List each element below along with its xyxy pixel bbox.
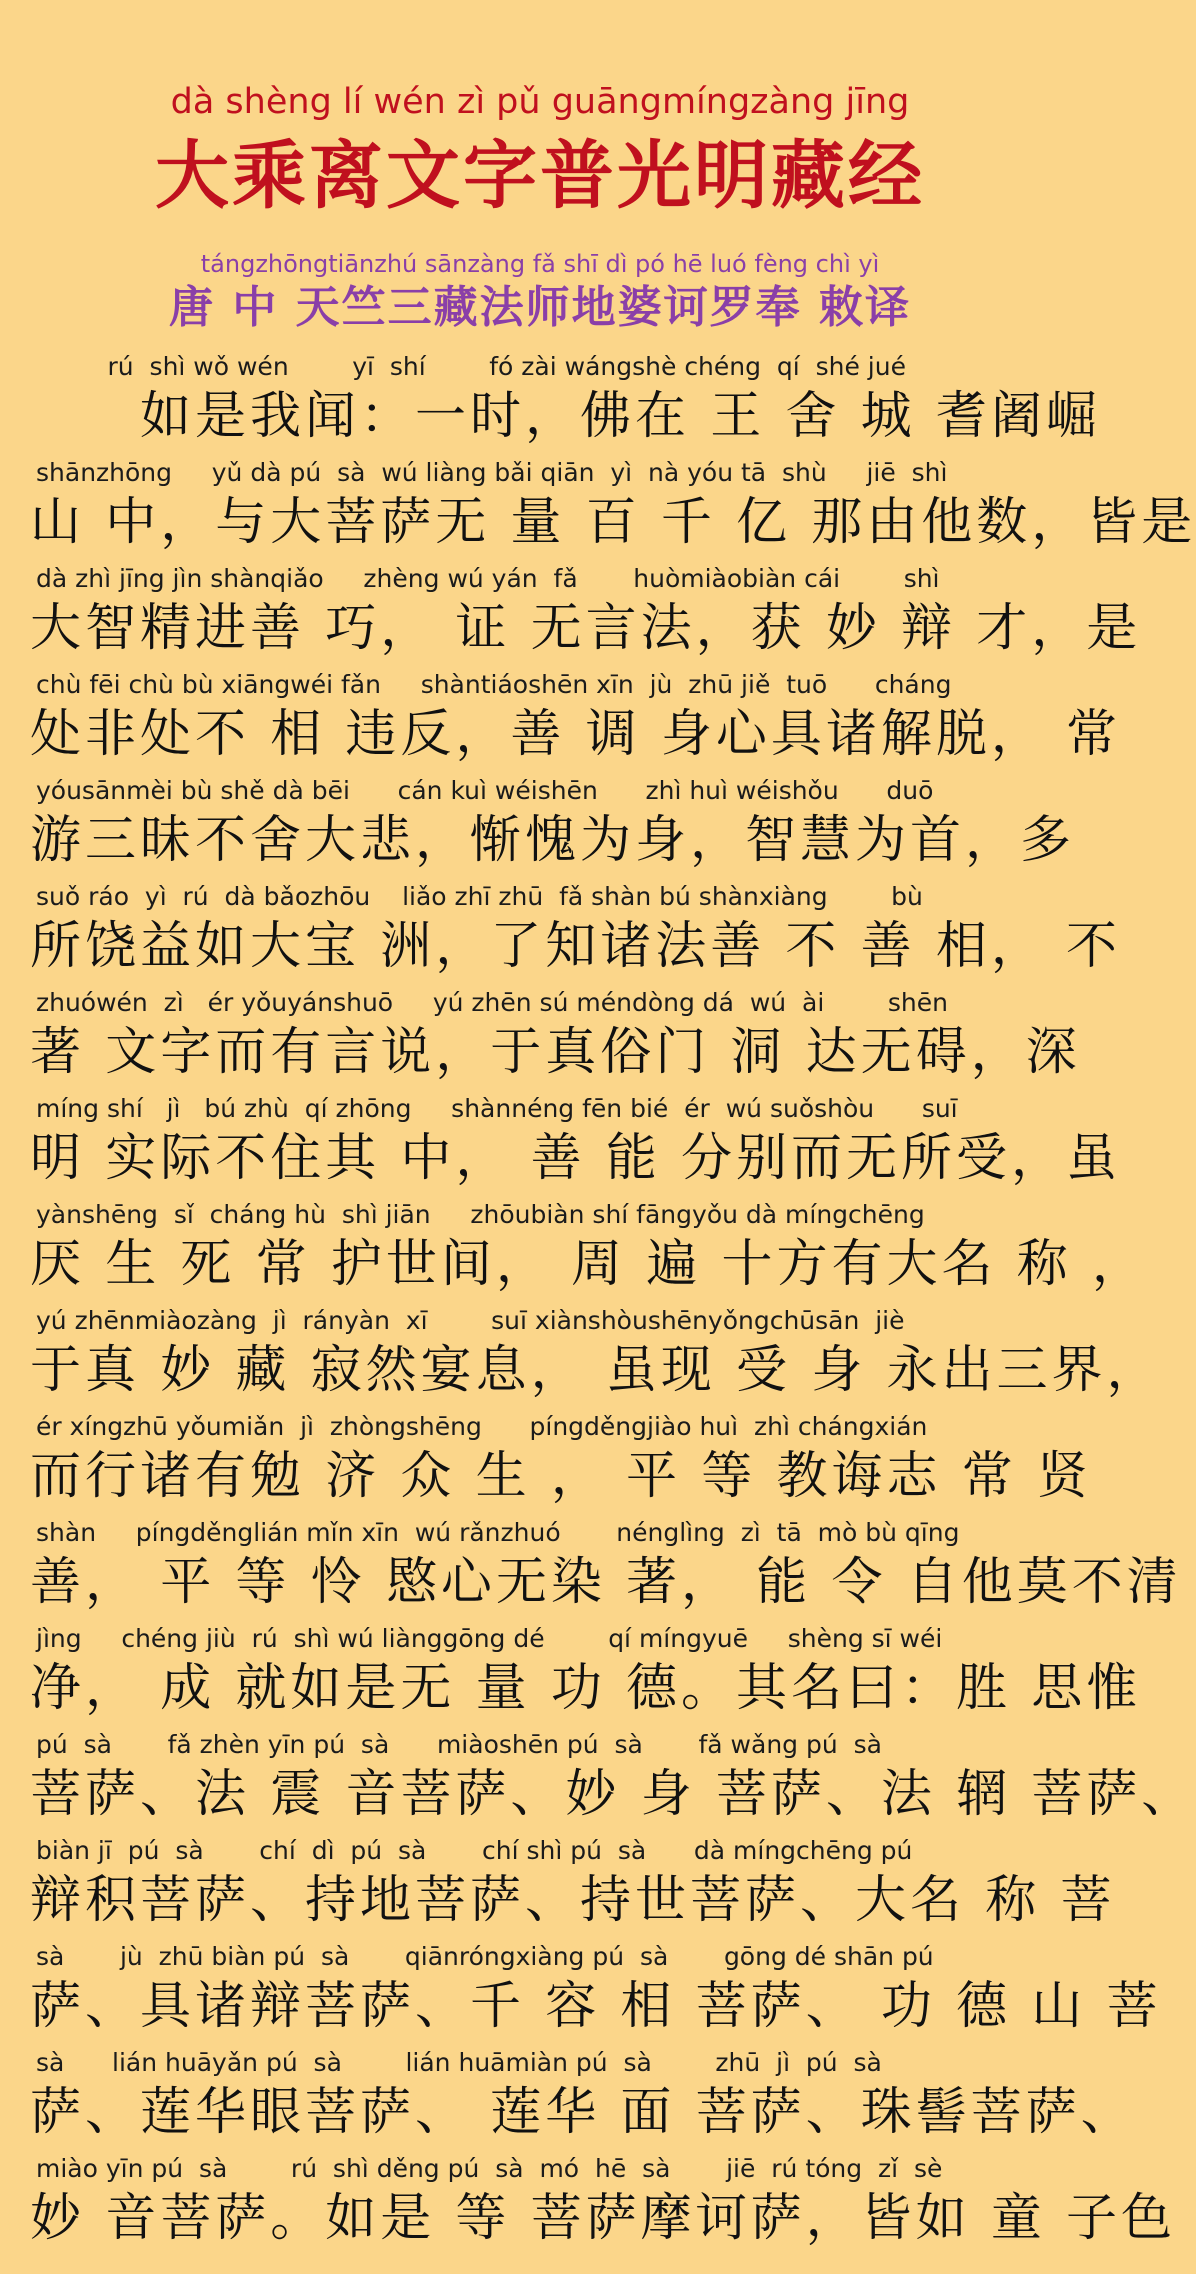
verse-line <box>0 1516 1182 1622</box>
verse-line <box>0 1728 1196 1834</box>
verse-pinyin: pú sà fǎ zhèn yīn pú sà miàoshēn pú sà fǎ wǎng pú sà <box>36 1730 882 1759</box>
verse-pinyin: míng shí jì bú zhù qí zhōng shànnéng fēn bié ér wú suǒshòu suī <box>36 1094 958 1123</box>
verse-hanzi: 山 中，与大菩萨无 量 百 千 亿 那由他数，皆是 <box>30 493 1196 552</box>
verse-pinyin: biàn jī pú sà chí dì pú sà chí shì pú sà dà míngchēng pú <box>36 1836 913 1865</box>
verse-hanzi: 所饶益如大宝 洲，了知诸法善 不 善 相， 不 <box>30 917 1122 976</box>
verse-pinyin: shàn píngděnglián mǐn xīn wú rǎnzhuó nénglìng zì tā mò bù qīng <box>36 1518 960 1547</box>
verse-hanzi: 菩萨、法 震 音菩萨、妙 身 菩萨、法 辋 菩萨、 <box>30 1765 1196 1824</box>
verse-pinyin: suǒ ráo yì rú dà bǎozhōu liǎo zhī zhū fǎ shàn bú shànxiàng bù <box>36 882 923 911</box>
sutra-title: 大乘离文字普光明藏经 <box>155 133 925 219</box>
verse-line <box>0 986 1080 1092</box>
verse-hanzi: 辩积菩萨、持地菩萨、持世菩萨、大名 称 菩 <box>30 1871 1116 1930</box>
verse-pinyin: sà jù zhū biàn pú sà qiānróngxiàng pú sà gōng dé shān pú <box>36 1942 934 1971</box>
verse-line <box>0 1092 1122 1198</box>
verse-line <box>0 1304 1162 1410</box>
verse-pinyin: jìng chéng jiù rú shì wú liànggōng dé qí míngyuē shèng sī wéi <box>36 1624 943 1653</box>
verse-line <box>0 1622 1142 1728</box>
verse-hanzi: 妙 音菩萨。如是 等 菩萨摩诃萨，皆如 童 子色 <box>30 2189 1177 2248</box>
verse-line <box>0 1410 1092 1516</box>
verse-line <box>0 562 1142 668</box>
verse-pinyin: dà zhì jīng jìn shànqiǎo zhèng wú yán fǎ huòmiàobiàn cái shì <box>36 564 940 593</box>
verse-pinyin: shānzhōng yǔ dà pú sà wú liàng bǎi qiān yì nà yóu tā shù jiē shì <box>36 458 948 487</box>
verse-hanzi: 善， 平 等 怜 愍心无染 著， 能 令 自他莫不清 <box>30 1553 1182 1612</box>
verse-line <box>0 2152 1177 2258</box>
verse-pinyin: yóusānmèi bù shě dà bēi cán kuì wéishēn zhì huì wéishǒu duō <box>36 776 934 805</box>
verse-line <box>0 1940 1162 2046</box>
verse-line <box>0 456 1196 562</box>
verse-pinyin: sà lián huāyǎn pú sà lián huāmiàn pú sà zhū jì pú sà <box>36 2048 882 2077</box>
verse-pinyin: yú zhēnmiàozàng jì rányàn xī suī xiànshòushēnyǒngchūsān jiè <box>36 1306 905 1335</box>
verse-pinyin: yànshēng sǐ cháng hù shì jiān zhōubiàn shí fāngyǒu dà míngchēng <box>36 1200 925 1229</box>
verse-line <box>0 774 1080 880</box>
verse-line <box>0 1834 1116 1940</box>
verse-hanzi: 如是我闻：一时，佛在 王 舍 城 耆阇崛 <box>140 387 1101 446</box>
verse-hanzi: 大智精进善 巧， 证 无言法，获 妙 辩 才，是 <box>30 599 1142 658</box>
verse-pinyin: chù fēi chù bù xiāngwéi fǎn shàntiáoshēn xīn jù zhū jiě tuō cháng <box>36 670 952 699</box>
verse-hanzi: 明 实际不住其 中， 善 能 分别而无所受，虽 <box>30 1129 1122 1188</box>
translator-line: 唐 中 天竺三藏法师地婆诃罗奉 敕译 <box>169 282 911 333</box>
verse-hanzi: 处非处不 相 违反，善 调 身心具诸解脱， 常 <box>30 705 1122 764</box>
verse-pinyin: miào yīn pú sà rú shì děng pú sà mó hē sà jiē rú tóng zǐ sè <box>36 2154 943 2183</box>
verse-pinyin: rú shì wǒ wén yī shí fó zài wángshè chéng qí shé jué <box>36 352 906 381</box>
verse-line <box>0 668 1122 774</box>
verse-hanzi: 厌 生 死 常 护世间， 周 遍 十方有大名 称 ， <box>30 1235 1147 1294</box>
verse-hanzi: 萨、具诸辩菩萨、千 容 相 菩萨、 功 德 山 菩 <box>30 1977 1162 2036</box>
verse-line <box>0 880 1122 986</box>
verse-hanzi: 于真 妙 藏 寂然宴息， 虽现 受 身 永出三界， <box>30 1341 1162 1400</box>
verse-pinyin: zhuówén zì ér yǒuyánshuō yú zhēn sú méndòng dá wú ài shēn <box>36 988 948 1017</box>
verse-hanzi: 而行诸有勉 济 众 生 ， 平 等 教诲志 常 贤 <box>30 1447 1092 1506</box>
verse-line <box>0 1198 1147 1304</box>
verse-pinyin: ér xíngzhū yǒumiǎn jì zhòngshēng píngděngjiào huì zhì chángxián <box>36 1412 928 1441</box>
verse-hanzi: 净， 成 就如是无 量 功 德。其名曰：胜 思惟 <box>30 1659 1142 1718</box>
verse-hanzi: 著 文字而有言说，于真俗门 洞 达无碍，深 <box>30 1023 1081 1082</box>
verse-line <box>0 2046 1136 2152</box>
title-pinyin: dà shèng lí wén zì pǔ guāngmíngzàng jīng <box>170 82 910 122</box>
translator-pinyin: tángzhōngtiānzhú sānzàng fǎ shī dì pó hē luó fèng chì yì <box>200 250 880 278</box>
verse-line <box>0 350 1101 456</box>
verse-hanzi: 游三昧不舍大悲，惭愧为身，智慧为首，多 <box>30 811 1076 870</box>
verse-hanzi: 萨、莲华眼菩萨、 莲华 面 菩萨、珠髻菩萨、 <box>30 2083 1136 2142</box>
